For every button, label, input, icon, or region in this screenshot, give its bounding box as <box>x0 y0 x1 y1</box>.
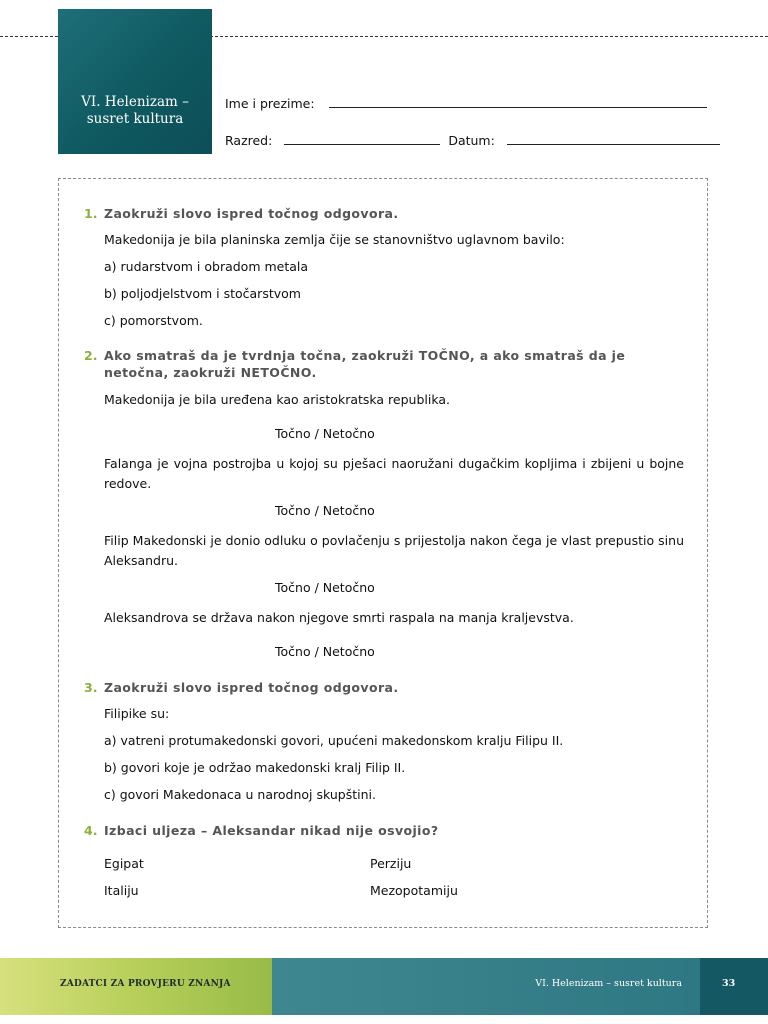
question-4-number: 4. <box>84 823 98 838</box>
question-4-option-2: Perziju <box>370 856 412 871</box>
question-4-option-3: Italiju <box>104 883 139 898</box>
question-1-prompt: Makedonija je bila planinska zemlja čije se stanovništvo uglavnom bavilo: <box>104 232 565 247</box>
name-line <box>329 95 707 108</box>
footer-left-band <box>0 958 272 1015</box>
date-label: Datum: <box>448 133 495 148</box>
question-1-option-a: a) rudarstvom i obradom metala <box>104 259 309 274</box>
question-1-heading: Zaokruži slovo ispred točnog odgovora. <box>104 206 399 221</box>
chapter-title: VI. Helenizam – susret kultura <box>81 93 189 127</box>
question-2-number: 2. <box>84 348 98 363</box>
name-field <box>225 95 707 111</box>
chapter-box <box>58 9 212 154</box>
footer-page-box <box>700 958 768 1015</box>
question-2-answer-2: Točno / Netočno <box>275 503 375 518</box>
question-2-statement-2: Falanga je vojna postrojba u kojoj su pješaci naoružani dugačkim kopljima i zbijeni u bojne redove. <box>104 456 684 491</box>
question-1-option-b: b) poljodjelstvom i stočarstvom <box>104 286 301 301</box>
footer-middle-band <box>272 958 700 1015</box>
question-2-heading: Ako smatraš da je tvrdnja točna, zaokruži TOČNO, a ako smatraš da je netočna, zaokruži NETOČNO. <box>104 348 626 380</box>
page-number: 33 <box>722 978 736 989</box>
question-2-answer-4: Točno / Netočno <box>275 644 375 659</box>
class-line <box>284 132 440 145</box>
question-2-answer-3: Točno / Netočno <box>275 580 375 595</box>
question-3-prompt: Filipike su: <box>104 706 170 721</box>
question-2-statement-3: Filip Makedonski je donio odluku o povlačenju s prijestolja nakon čega je vlast prepustio sinu Aleksandru. <box>104 533 684 568</box>
question-4-option-1: Egipat <box>104 856 144 871</box>
question-2-statement-1: Makedonija je bila uređena kao aristokratska republika. <box>104 392 451 407</box>
question-3-heading: Zaokruži slovo ispred točnog odgovora. <box>104 680 399 695</box>
question-1-option-c: c) pomorstvom. <box>104 313 203 328</box>
question-3-number: 3. <box>84 680 98 695</box>
date-line <box>507 132 720 145</box>
question-4-option-4: Mezopotamiju <box>370 883 458 898</box>
footer-section-label: ZADATCI ZA PROVJERU ZNANJA <box>60 979 231 989</box>
question-3-option-a: a) vatreni protumakedonski govori, upućeni makedonskom kralju Filipu II. <box>104 733 564 748</box>
question-2-answer-1: Točno / Netočno <box>275 426 375 441</box>
question-1-number: 1. <box>84 206 98 221</box>
class-label: Razred: <box>225 133 273 148</box>
question-3-option-c: c) govori Makedonaca u narodnoj skupštini. <box>104 787 376 802</box>
class-date-field <box>225 132 720 148</box>
footer-chapter-label: VI. Helenizam – susret kultura <box>535 978 682 989</box>
question-3-option-b: b) govori koje je održao makedonski kralj Filip II. <box>104 760 406 775</box>
name-label: Ime i prezime: <box>225 96 315 111</box>
question-4-heading: Izbaci uljeza – Aleksandar nikad nije osvojio? <box>104 823 439 838</box>
question-2-statement-4: Aleksandrova se država nakon njegove smrti raspala na manja kraljevstva. <box>104 610 574 625</box>
